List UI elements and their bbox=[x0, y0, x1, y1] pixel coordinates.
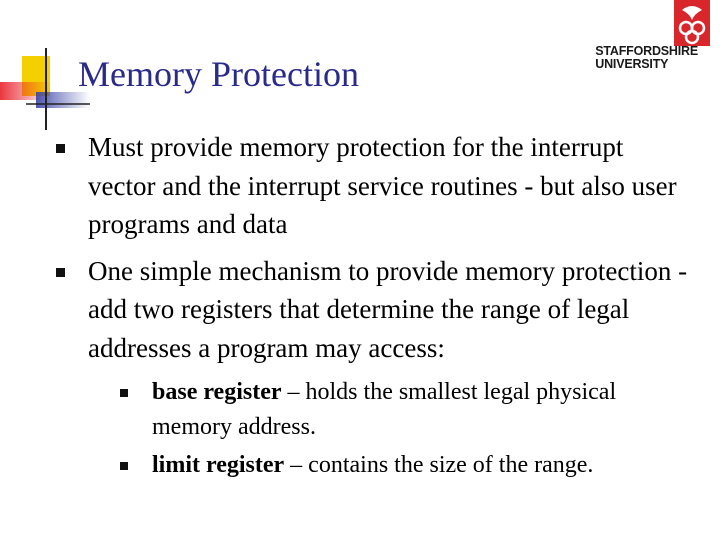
sub-bullet-item bbox=[120, 448, 696, 483]
square-bullet-icon bbox=[56, 144, 65, 153]
square-bullet-icon bbox=[56, 268, 65, 277]
square-bullet-icon bbox=[120, 389, 128, 397]
sub-bullet-list bbox=[120, 375, 696, 483]
square-bullet-icon bbox=[120, 462, 128, 470]
bullet-text: Must provide memory protection for the interrupt vector and the interrupt service routines - but also user programs and data bbox=[88, 132, 677, 239]
logo-wordmark bbox=[595, 45, 698, 71]
university-logo bbox=[594, 0, 710, 76]
sub-bullet-item bbox=[120, 375, 696, 445]
logo-line-1: STAFFORDSHIRE bbox=[595, 44, 698, 58]
term-base-register: base register bbox=[152, 379, 282, 405]
bullet-item bbox=[56, 252, 696, 484]
slide-title: Memory Protection bbox=[78, 54, 359, 94]
bullet-text: One simple mechanism to provide memory protection - add two registers that determine the range of legal addresses a program may access: bbox=[88, 255, 688, 363]
slide-body bbox=[56, 128, 696, 491]
logo-emblem-icon bbox=[674, 0, 710, 46]
bullet-item bbox=[56, 128, 696, 244]
sub-bullet-text: – contains the size of the range. bbox=[284, 452, 594, 478]
sub-bullet-text: – holds the smallest legal physical memory address. bbox=[152, 379, 617, 440]
term-limit-register: limit register bbox=[152, 452, 285, 478]
logo-line-2: UNIVERSITY bbox=[595, 57, 669, 71]
corner-decoration bbox=[0, 40, 90, 135]
